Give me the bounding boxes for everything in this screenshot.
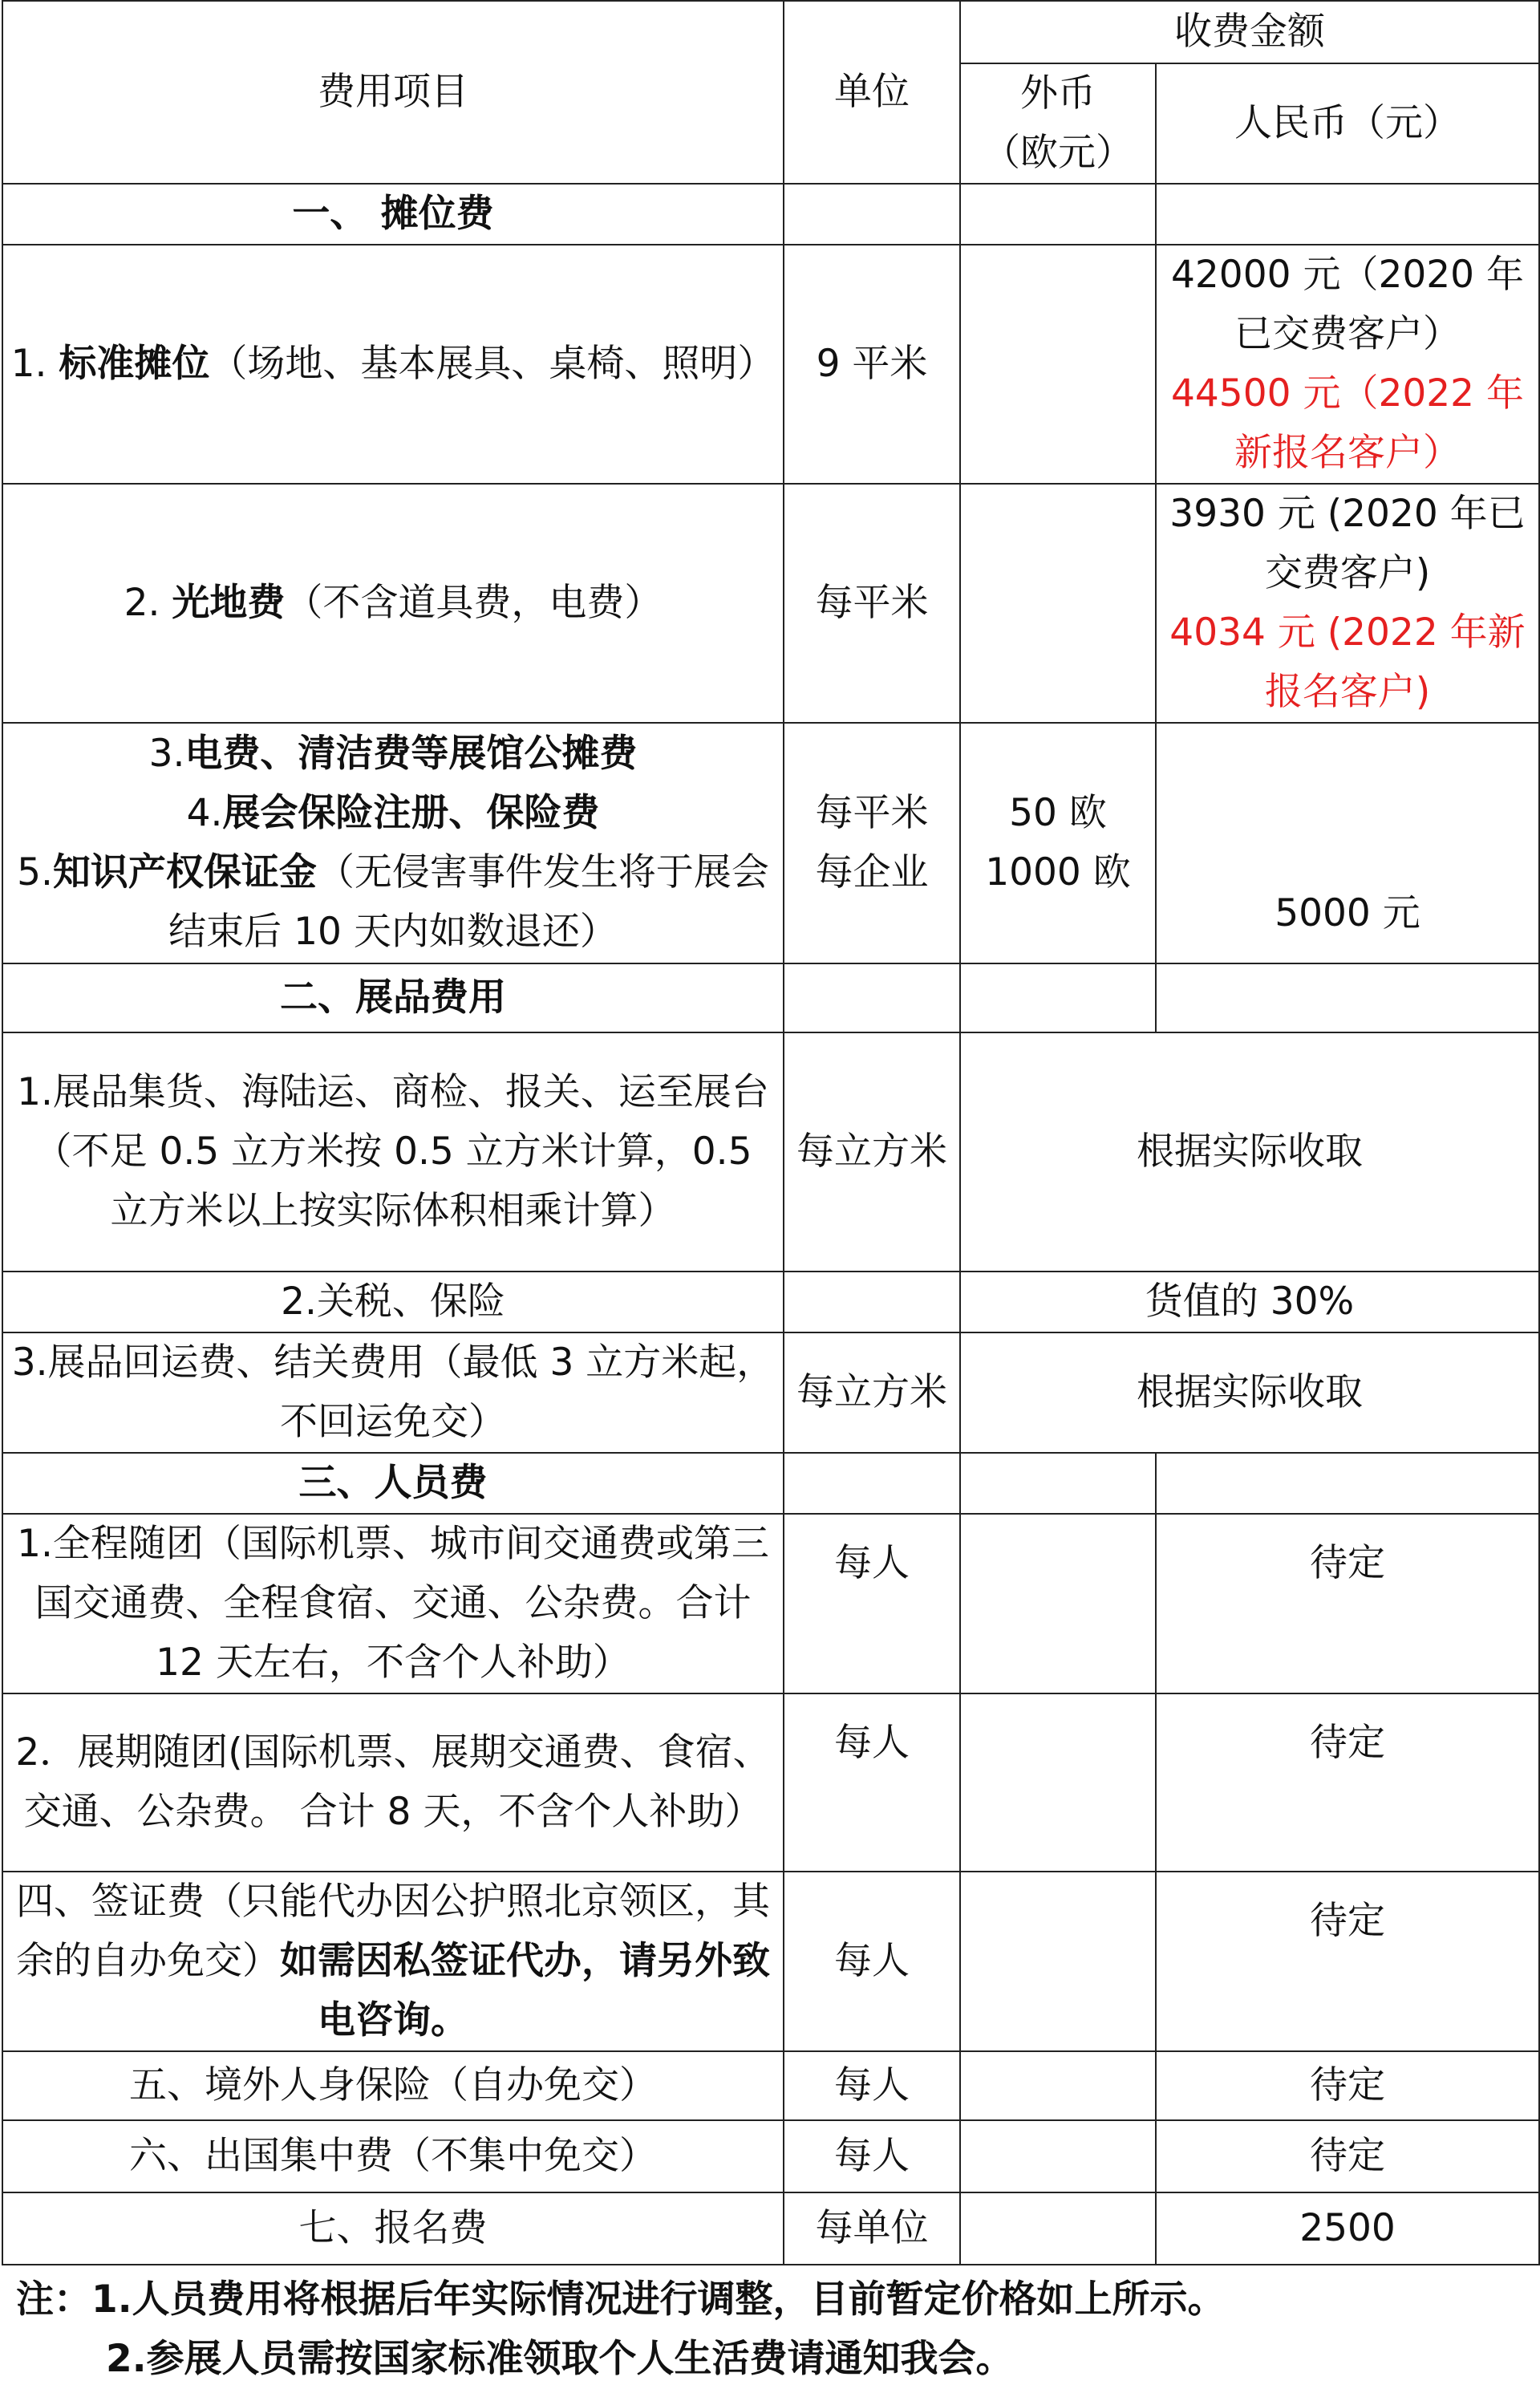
tax-desc: 2.关税、保险 bbox=[2, 1272, 784, 1332]
return-desc: 3.展品回运费、结关费用（最低 3 立方米起，不回运免交） bbox=[2, 1332, 784, 1453]
notes bbox=[0, 2265, 1540, 2389]
full-tour-unit: 每人 bbox=[784, 1514, 960, 1693]
section-personnel: 三、人员费 bbox=[2, 1453, 784, 1514]
header-foreign bbox=[960, 63, 1156, 184]
standard-booth-rmb-new: 44500 元（2022 年新报名客户） bbox=[1170, 371, 1524, 475]
registration-desc: 七、报名费 bbox=[2, 2192, 784, 2265]
shared-fees-rmb: 5000 元 bbox=[1156, 723, 1539, 963]
return-amount: 根据实际收取 bbox=[960, 1332, 1539, 1453]
shipping-amount: 根据实际收取 bbox=[960, 1032, 1539, 1272]
raw-space-unit: 每平米 bbox=[784, 484, 960, 723]
insurance-rmb: 待定 bbox=[1156, 2051, 1539, 2120]
shared-fees-line5-bold: 知识产权保证金 bbox=[52, 850, 317, 894]
raw-space-rmb-old: 3930 元 (2020 年已交费客户) bbox=[1169, 492, 1526, 595]
shared-fees-unit: 每平米 每企业 bbox=[784, 723, 960, 963]
expo-tour-desc: 2．展期随团(国际机票、展期交通费、食宿、交通、公杂费。 合计 8 天，不含个人补助） bbox=[2, 1693, 784, 1872]
fee-table bbox=[2, 0, 1540, 2265]
section-exhibits: 二、展品费用 bbox=[2, 963, 784, 1032]
standard-booth-desc: 1. 标准摊位（场地、基本展具、桌椅、照明） bbox=[2, 245, 784, 484]
centralize-desc: 六、出国集中费（不集中免交） bbox=[2, 2120, 784, 2192]
raw-space-name: 光地费 bbox=[172, 581, 286, 625]
standard-booth-name: 标准摊位 bbox=[59, 342, 210, 386]
header-foreign-line1: 外币 bbox=[1020, 71, 1096, 116]
note-line-1: 注：1.人员费用将根据后年实际情况进行调整，目前暂定价格如上所示。 bbox=[16, 2277, 1226, 2322]
centralize-unit: 每人 bbox=[784, 2120, 960, 2192]
shared-fees-line4: 展会保险注册、保险费 bbox=[222, 791, 600, 835]
header-item: 费用项目 bbox=[2, 1, 784, 184]
shared-fees-line3: 电费、清洁费等展馆公摊费 bbox=[184, 732, 638, 776]
standard-booth-rmb-old: 42000 元（2020 年已交费客户） bbox=[1170, 253, 1524, 356]
shipping-unit: 每立方米 bbox=[784, 1032, 960, 1272]
insurance-unit: 每人 bbox=[784, 2051, 960, 2120]
expo-tour-unit: 每人 bbox=[784, 1693, 960, 1872]
header-rmb: 人民币（元） bbox=[1156, 63, 1539, 184]
header-unit: 单位 bbox=[784, 1, 960, 184]
visa-rmb: 待定 bbox=[1156, 1872, 1539, 2051]
expo-tour-rmb: 待定 bbox=[1156, 1693, 1539, 1872]
full-tour-desc: 1.全程随团（国际机票、城市间交通费或第三国交通费、全程食宿、交通、公杂费。合计 12 天左右，不含个人补助） bbox=[2, 1514, 784, 1693]
shared-fees-desc: 3.电费、清洁费等展馆公摊费 4.展会保险注册、保险费 5.知识产权保证金（无侵害事件发生将于展会结束后 10 天内如数退还） bbox=[2, 723, 784, 963]
raw-space-rmb bbox=[1156, 484, 1539, 723]
standard-booth-rmb bbox=[1156, 245, 1539, 484]
visa-desc: 四、签证费（只能代办因公护照北京领区，其余的自办免交）如需因私签证代办，请另外致电咨询。 bbox=[2, 1872, 784, 2051]
insurance-desc: 五、境外人身保险（自办免交） bbox=[2, 2051, 784, 2120]
shared-fees-foreign: 50 欧 1000 欧 bbox=[960, 723, 1156, 963]
raw-space-desc: 2. 光地费（不含道具费，电费） bbox=[2, 484, 784, 723]
registration-rmb: 2500 bbox=[1156, 2192, 1539, 2265]
shipping-desc: 1.展品集货、海陆运、商检、报关、运至展台（不足 0.5 立方米按 0.5 立方米计算，0.5 立方米以上按实际体积相乘计算） bbox=[2, 1032, 784, 1272]
header-amount: 收费金额 bbox=[960, 1, 1539, 63]
shared-fees-line5-rest: （无侵害事件发生将于展会结束后 10 天内如数退还） bbox=[168, 850, 769, 954]
visa-desc-bold: 如需因私签证代办，请另外致电咨询。 bbox=[280, 1939, 770, 2042]
section-booth: 一、 摊位费 bbox=[2, 184, 784, 245]
centralize-rmb: 待定 bbox=[1156, 2120, 1539, 2192]
note-line-2: 2.参展人员需按国家标准领取个人生活费请通知我会。 bbox=[106, 2337, 1014, 2381]
registration-unit: 每单位 bbox=[784, 2192, 960, 2265]
return-unit: 每立方米 bbox=[784, 1332, 960, 1453]
header-foreign-line2: （欧元） bbox=[983, 131, 1133, 175]
visa-unit: 每人 bbox=[784, 1872, 960, 2051]
standard-booth-unit: 9 平米 bbox=[784, 245, 960, 484]
raw-space-rmb-new: 4034 元 (2022 年新报名客户) bbox=[1169, 610, 1526, 714]
tax-amount: 货值的 30% bbox=[960, 1272, 1539, 1332]
full-tour-rmb: 待定 bbox=[1156, 1514, 1539, 1693]
